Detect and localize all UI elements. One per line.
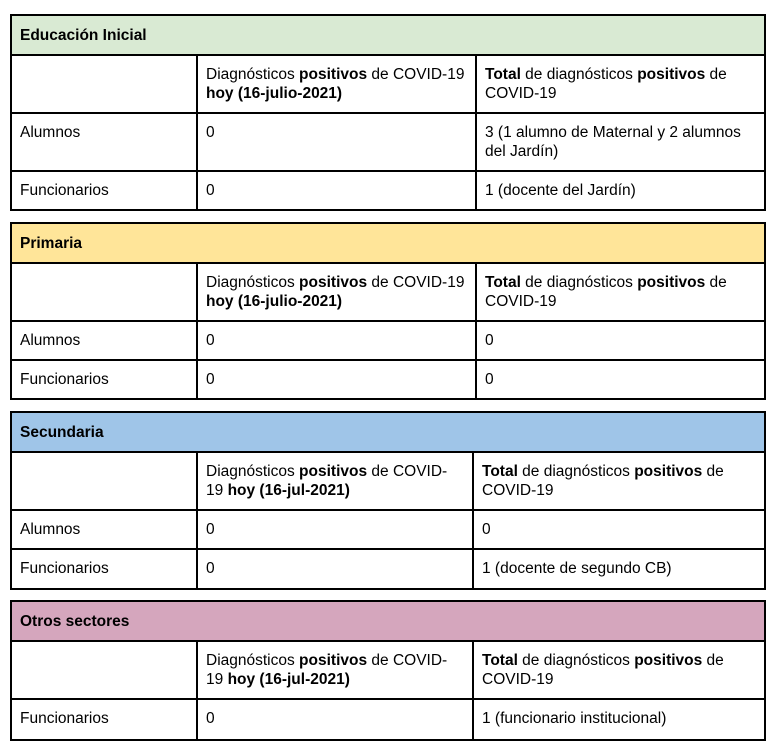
table-educacion-inicial	[10, 14, 766, 211]
table-primaria	[10, 222, 766, 400]
empty-header-cell	[11, 55, 197, 113]
total-value: 1 (docente del Jardín)	[476, 171, 765, 210]
today-header: Diagnósticos positivos de COVID-19 hoy (16-jul-2021)	[197, 452, 473, 510]
total-value: 0	[476, 321, 765, 360]
empty-header-cell	[11, 452, 197, 510]
today-value: 0	[197, 549, 473, 589]
total-value: 1 (docente de segundo CB)	[473, 549, 765, 589]
total-value: 0	[476, 360, 765, 399]
total-value: 1 (funcionario institucional)	[473, 699, 765, 740]
table-secundaria	[10, 411, 766, 590]
row-label: Funcionarios	[11, 549, 197, 589]
table-otros-sectores	[10, 600, 766, 741]
section-title: Educación Inicial	[11, 15, 765, 55]
section-title: Secundaria	[11, 412, 765, 452]
section-title: Otros sectores	[11, 601, 765, 641]
today-value: 0	[197, 171, 476, 210]
today-header: Diagnósticos positivos de COVID-19 hoy (16-jul-2021)	[197, 641, 473, 699]
row-label: Funcionarios	[11, 171, 197, 210]
total-value: 0	[473, 510, 765, 549]
row-label: Alumnos	[11, 113, 197, 171]
empty-header-cell	[11, 263, 197, 321]
total-value: 3 (1 alumno de Maternal y 2 alumnos del Jardín)	[476, 113, 765, 171]
row-label: Alumnos	[11, 321, 197, 360]
total-header: Total de diagnósticos positivos de COVID-19	[476, 55, 765, 113]
today-value: 0	[197, 510, 473, 549]
empty-header-cell	[11, 641, 197, 699]
total-header: Total de diagnósticos positivos de COVID-19	[473, 452, 765, 510]
today-value: 0	[197, 699, 473, 740]
total-header: Total de diagnósticos positivos de COVID-19	[476, 263, 765, 321]
today-value: 0	[197, 321, 476, 360]
row-label: Funcionarios	[11, 360, 197, 399]
total-header: Total de diagnósticos positivos de COVID-19	[473, 641, 765, 699]
section-title: Primaria	[11, 223, 765, 263]
today-header: Diagnósticos positivos de COVID-19 hoy (16-julio-2021)	[197, 55, 476, 113]
today-value: 0	[197, 360, 476, 399]
today-value: 0	[197, 113, 476, 171]
row-label: Alumnos	[11, 510, 197, 549]
row-label: Funcionarios	[11, 699, 197, 740]
today-header: Diagnósticos positivos de COVID-19 hoy (16-julio-2021)	[197, 263, 476, 321]
